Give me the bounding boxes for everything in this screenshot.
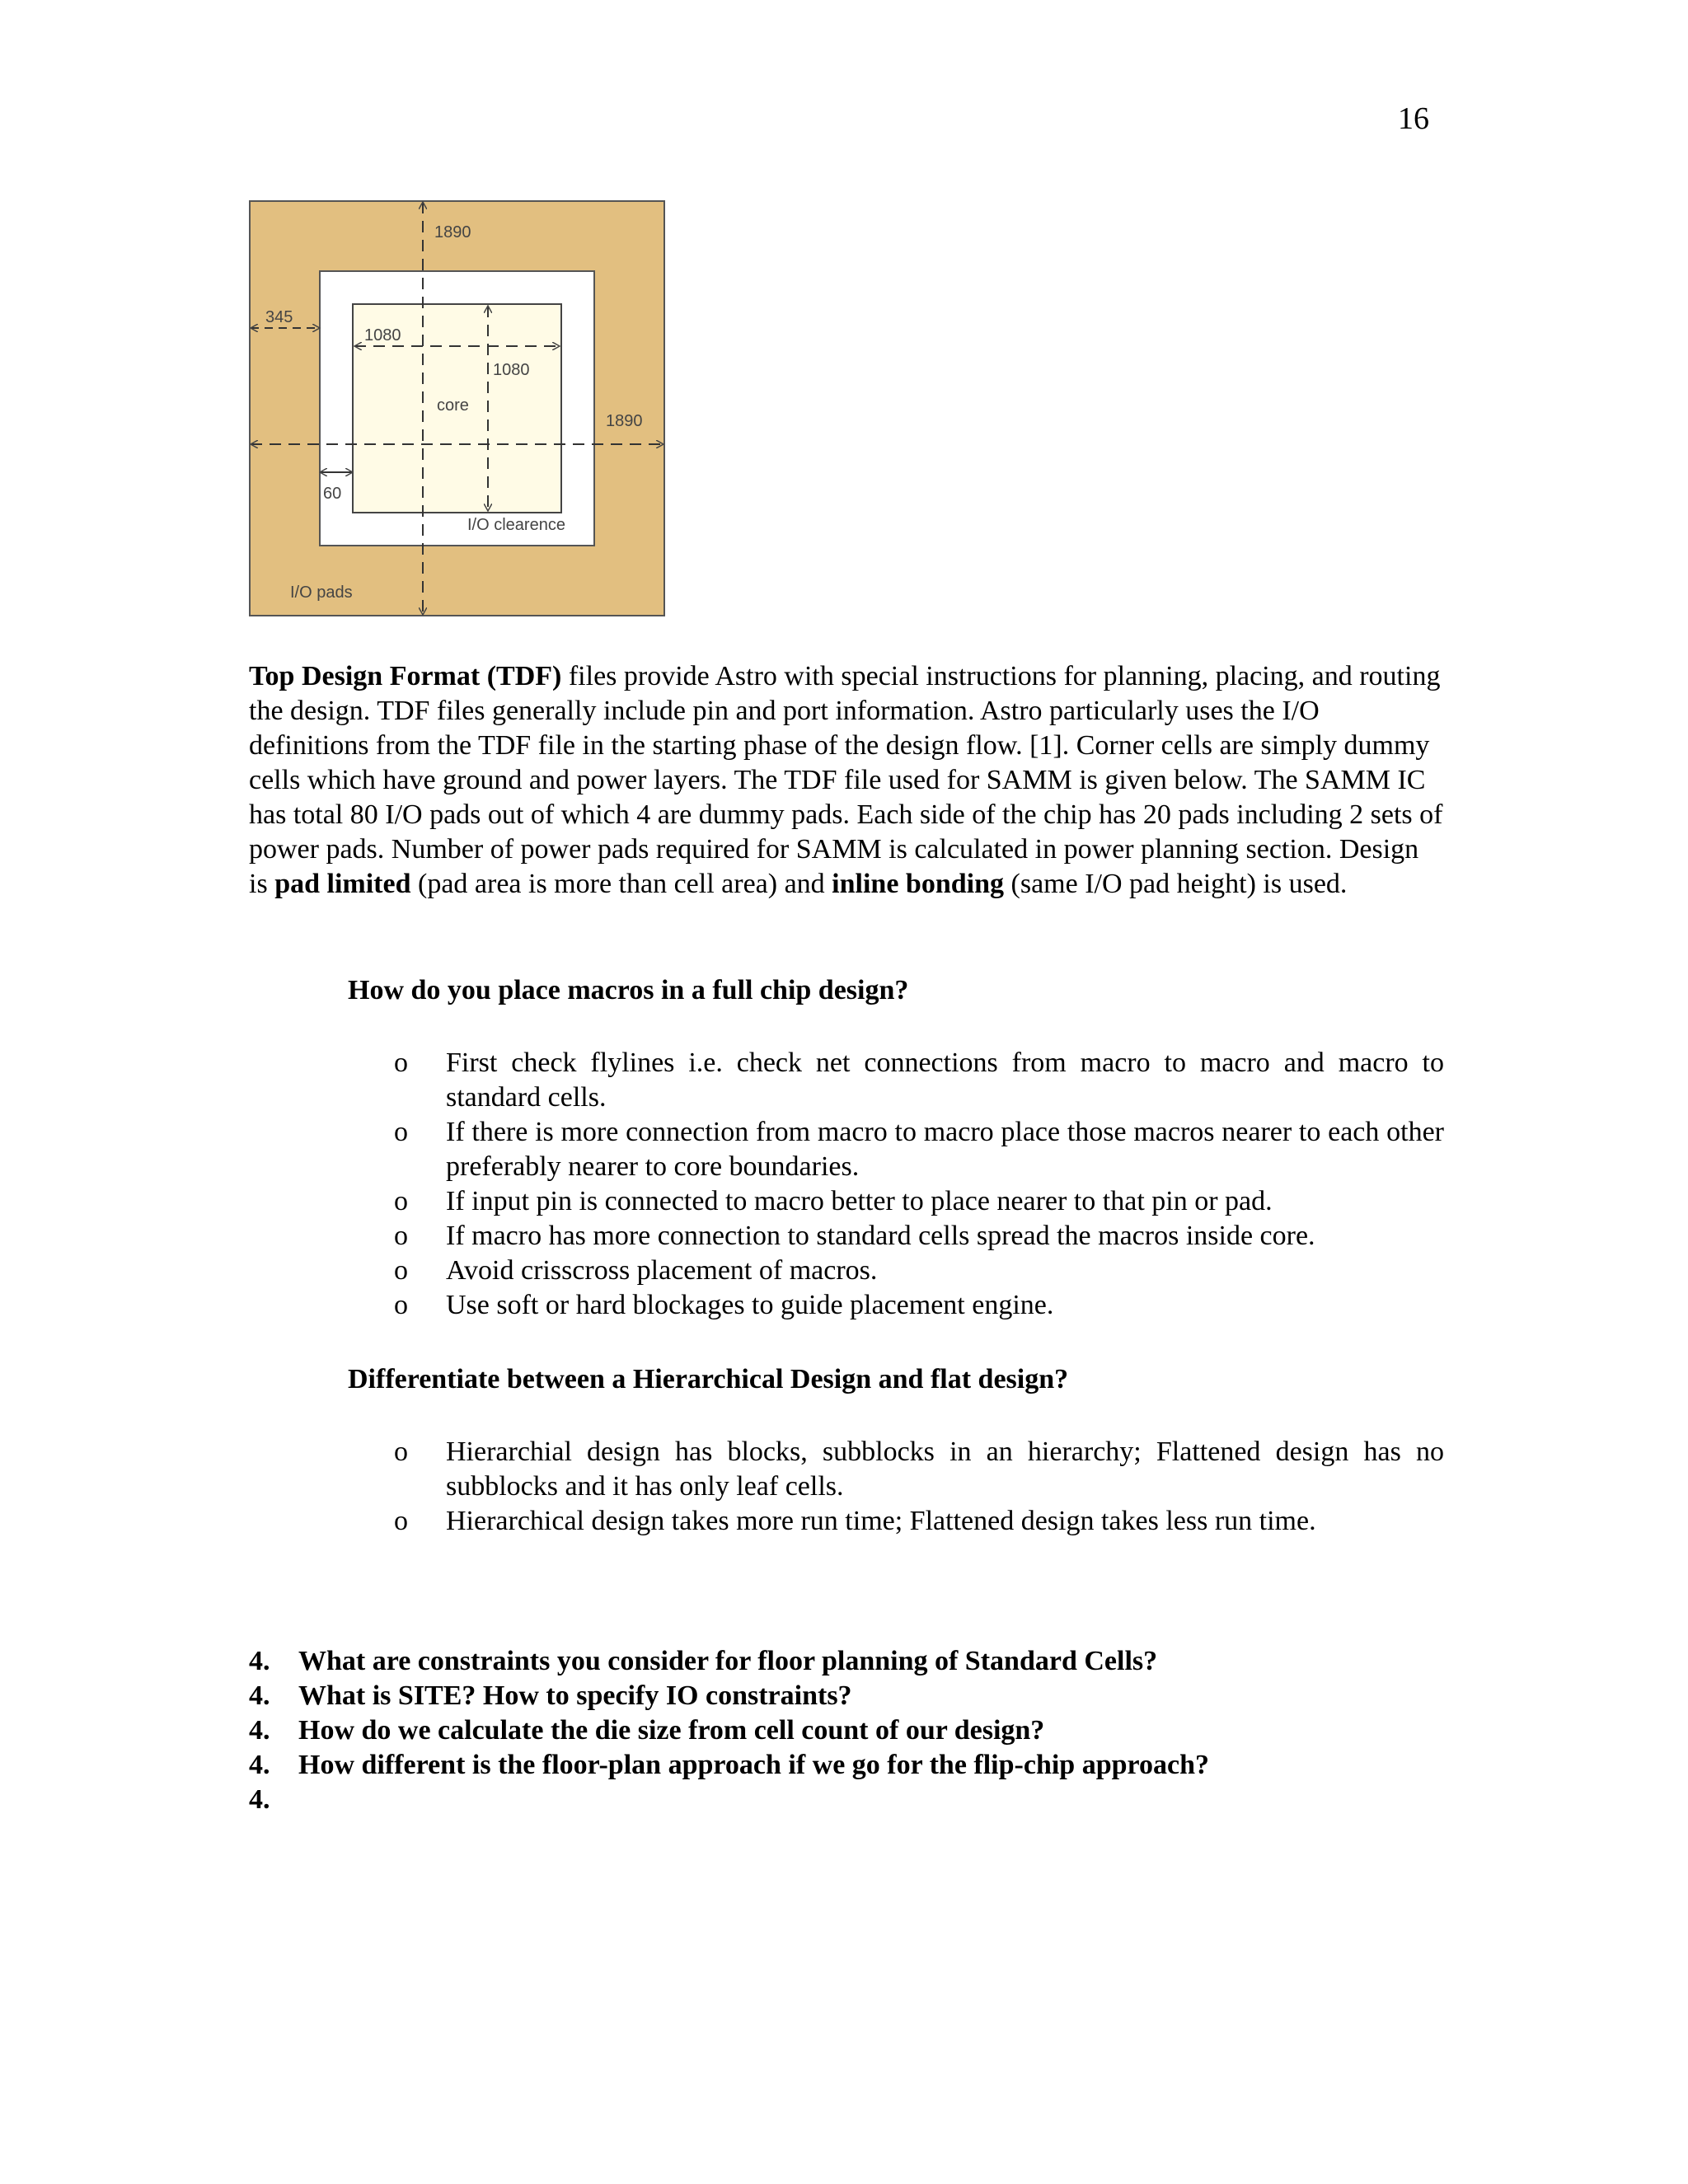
list-item: o Hierarchical design takes more run time; Flattened design takes less run time.: [394, 1506, 1316, 1536]
para-text-2: (pad area is more than cell area) and: [410, 869, 832, 899]
question-item: 4. What are constraints you consider for floor planning of Standard Cells?: [249, 1646, 1158, 1676]
label-gap: 60: [323, 485, 342, 503]
section2-heading: Differentiate between a Hierarchical Design and flat design?: [348, 1364, 1069, 1394]
list-item: o Hierarchial design has blocks, subblocks in an hierarchy; Flattened design has no subblocks and it has only leaf cells.: [394, 1436, 1444, 1502]
label-io-clearance: I/O clearence: [467, 516, 565, 534]
label-io-pads: I/O pads: [290, 583, 353, 602]
question-item: 4.: [249, 1784, 270, 1815]
list-item: o If macro has more connection to standard cells spread the macros inside core.: [394, 1221, 1315, 1251]
question-list: [249, 1644, 1209, 1817]
section1-heading: How do you place macros in a full chip design?: [348, 975, 909, 1005]
section1-list: [394, 1046, 1444, 1323]
page-number: 16: [1398, 101, 1429, 136]
floorplan-figure: [249, 200, 665, 616]
bold-pad-limited: pad limited: [274, 869, 411, 899]
list-item: o If input pin is connected to macro better to place nearer to that pin or pad.: [394, 1186, 1273, 1216]
label-core-height: 1080: [493, 361, 530, 379]
tdf-paragraph: [249, 659, 1444, 902]
bold-lead: Top Design Format (TDF): [249, 661, 562, 691]
list-item: o If there is more connection from macro to macro place those macros nearer to each other preferably nearer to core boundaries.: [394, 1117, 1444, 1182]
label-left-margin: 345: [265, 308, 293, 326]
label-core-width: 1080: [364, 326, 401, 344]
list-item: o First check flylines i.e. check net connections from macro to macro and macro to standard cells.: [394, 1047, 1444, 1113]
label-right: 1890: [606, 412, 643, 430]
bold-inline-bonding: inline bonding: [832, 869, 1005, 899]
question-item: 4. How do we calculate the die size from cell count of our design?: [249, 1715, 1045, 1746]
list-item: o Avoid crisscross placement of macros.: [394, 1255, 878, 1286]
question-item: 4. How different is the floor-plan approach if we go for the flip-chip approach?: [249, 1750, 1209, 1780]
list-item: o Use soft or hard blockages to guide placement engine.: [394, 1290, 1054, 1320]
para-text-1: files provide Astro with special instructions for planning, placing, and routing the design. TDF files generally include pin and port information. Astro particularly uses the I/O definitions from the TDF file in the starting phase of the design flow. [1]. Corner cells are simply dummy cells which have ground and power layers. The TDF file used for SAMM is given below. The SAMM IC has total 80 I/O pads out of which 4 are dummy pads. Each side of the chip has 20 pads including 2 sets of power pads. Number of power pads required for SAMM is calculated in power planning section. Design is: [249, 661, 1443, 899]
para-text-3: (same I/O pad height) is used.: [1004, 869, 1348, 899]
section2-list: [394, 1435, 1444, 1539]
question-item: 4. What is SITE? How to specify IO constraints?: [249, 1680, 852, 1711]
label-core: core: [437, 396, 469, 415]
label-top: 1890: [434, 223, 471, 241]
